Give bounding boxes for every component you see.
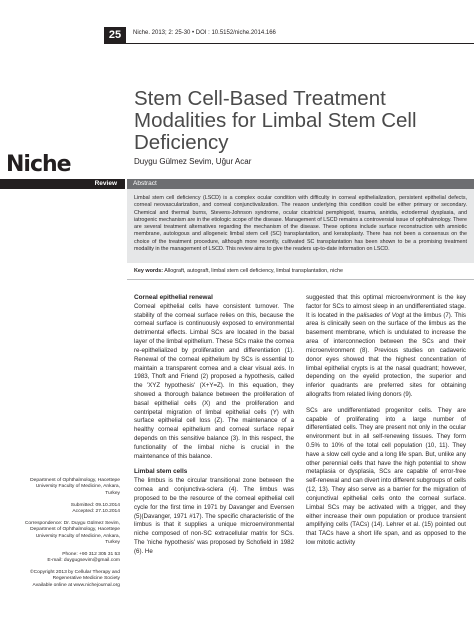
body-paragraph: Corneal epithelial cells have consistent turnover. The stability of the corneal surface relies on this, because the corneal surface is continuously exposed to environmental detrimental effects. Limbal SCs are located in the basal layer of the limbal epithelium. These SCs make the cornea re-epithelialized by proliferation and differentiation (1). Renewal of the corneal epithelium by SCs is essential to maintain a transparent cornea and a clear visual axis. In 1983, Thoft and Friend (2) proposed a hypothesis, called the 'XYZ hypothesis' (X+Y=Z). In this equation, they showed a thorough balance between the proliferation of basal epithelial cells (X) and the proliferation and centripetal migration of limbal epithelial cells (Y) with surface epithelial cell loss (Z). The maintenance of a healthy corneal epithelium and corneal surface repair depends on this sensitive balance (3). In this respect, the functionality of the limbal niche is crucial in the maintenance of this balance. <box>134 302 294 460</box>
article-title <box>134 88 454 154</box>
copyright-line: Regenerative Medicine Society <box>52 576 120 582</box>
review-section-label: Review <box>0 179 125 189</box>
correspondence-line: Department of Ophthalmology, Hacettepe <box>30 527 120 533</box>
copyright-line: Available online at www.nichejournal.org <box>32 582 120 588</box>
body-paragraph <box>306 294 466 400</box>
correspondence-line: Correspondence: Dr. Duygu Gülmez Sevim, <box>24 521 120 526</box>
keywords-list: Allograft, autograft, limbal stem cell deficiency, limbal transplantation, niche <box>164 268 344 274</box>
body-column-1 <box>134 294 294 557</box>
title-line-2: Modalities for Limbal Stem Cell <box>134 109 417 132</box>
body-column-2 <box>306 294 466 548</box>
affiliation-note <box>8 478 120 497</box>
body-paragraph: The limbus is the circular transitional zone between the cornea and conjunctiva-sclera (4). The limbus was proposed to be the resource of the corneal epithelial cell cycle for the first time in 1971 by Davanger and Evensen (5)(Davanger, 1971 #17). The specific characteristic of the limbus is that it supplies a unique microenvironmental niche composed of non-SC extracellular matrix for SCs. The 'niche hypothesis' was proposed by Schofield in 1982 (6). He <box>134 477 294 555</box>
correspondence-note <box>8 521 120 547</box>
body-paragraph: SCs are undifferentiated progenitor cells. They are capable of proliferating into a large number of differentiated cells. They are present not only in the ocular environment but in all self-renewing tissues. They form 0.5% to 10% of the total cell population (10, 11). They have a slow cell cycle and a long life span. But, unlike any other perennial cells that have the high potential to show metaplasia or dysplasia, SCs are capable of error-free self-renewal and can divert into different subgroups of cells (12, 13). They also serve as a barrier for the migration of conjunctival epithelial cells onto the corneal surface. Limbal SCs may be activated with a trigger, and they either increase their own population or produce transient amplifying cells (TACs) (14). Lehrer et al. (15) pointed out that TACs have a short life span, and as opposed to the low mitotic activity <box>306 406 466 546</box>
copyright-note <box>8 570 120 589</box>
email-address: E-mail: duygugsevim@gmail.com <box>47 558 120 564</box>
correspondence-line: University Faculty of Medicine, Ankara, <box>35 533 120 539</box>
keywords-label: Key words: <box>134 268 164 274</box>
title-line-1: Stem Cell-Based Treatment <box>134 87 386 110</box>
abstract-section-label: Abstract <box>127 179 474 189</box>
affiliation-line: Department of Ophthalmology, Hacettepe <box>30 478 120 483</box>
section-heading: Limbal stem cells <box>134 468 188 476</box>
page-number: 25 <box>104 27 126 44</box>
affiliation-line: Turkey <box>105 490 120 496</box>
section-heading: Corneal epithelial renewal <box>134 294 213 301</box>
dates-note <box>8 503 120 516</box>
contact-note <box>8 552 120 565</box>
correspondence-line: Turkey <box>105 540 120 546</box>
author-list: Duygu Gülmez Sevim, Uğur Acar <box>134 157 252 166</box>
italic-term: palisades of Vogt <box>356 311 405 319</box>
phone-number: Phone: +90 312 305 31 53 <box>62 552 120 557</box>
citation-line: Niche. 2013; 2: 25-30 • DOI : 10.5152/niche.2014.166 <box>133 30 276 36</box>
accepted-date: Accepted: 27.10.2014 <box>72 509 120 515</box>
text-run: at the limbus (7). This area is clinically seen on the surface of the limbus as the basement membrane, which is undulated to increase the area of interconnection between the SCs and their microenvironment (8). Previous studies on cadaveric donor eyes showed that the highest concentration of limbal epithelial crypts is at the nasal quadrant; however, depending on the eyelid protection, the superior and inferior quadrants are preferred sites for obtaining allografts from related living donors (9). <box>306 311 466 398</box>
journal-logo: Niche <box>6 152 71 177</box>
copyright-line: ©Copyright 2013 by Cellular Therapy and <box>30 570 120 575</box>
keywords-rule <box>127 279 474 280</box>
header-rule <box>126 43 474 44</box>
submitted-date: Submitted: 09.10.2014 <box>70 503 120 508</box>
text-run: suggested that this optimal microenvironment is the key factor for SCs to almost sleep in an undifferentiated stage. It is located in the <box>306 294 466 319</box>
abstract-text: Limbal stem cell deficiency (LSCD) is a complex ocular condition with difficulty in corneal epithelialization, persistent epithelial defects, corneal neovascularization, and corneal conjunctivalization. The reason underlying this condition could be either primary or secondary. Chemical and thermal burns, Stevens-Johnson syndrome, ocular cicatricial pemphigoid, trauma, aniridia, ectodermal dysplasia, and iatrogenic mechanism are in the etiologic scope of the disease. Management of LSCD remains a controversial issue of ophthalmology. There are several treatment alternatives regarding the mechanism of the disease. These options include surface reconstruction with amniotic membrane, autologous and allogeneic limbal stem cell (SC) transplantation, and keratoplasty. There has not been a consensus on the choice of the treatment procedure, although more recently, cultivated SC transplantation has been shown to be a promising treatment modality in the management of LSCD. This review aims to give the readers up-to-date information on LSCD. <box>134 195 467 252</box>
keywords <box>134 268 467 275</box>
title-line-3: Deficiency <box>134 131 229 154</box>
affiliation-line: University Faculty of Medicine, Ankara, <box>35 484 120 490</box>
